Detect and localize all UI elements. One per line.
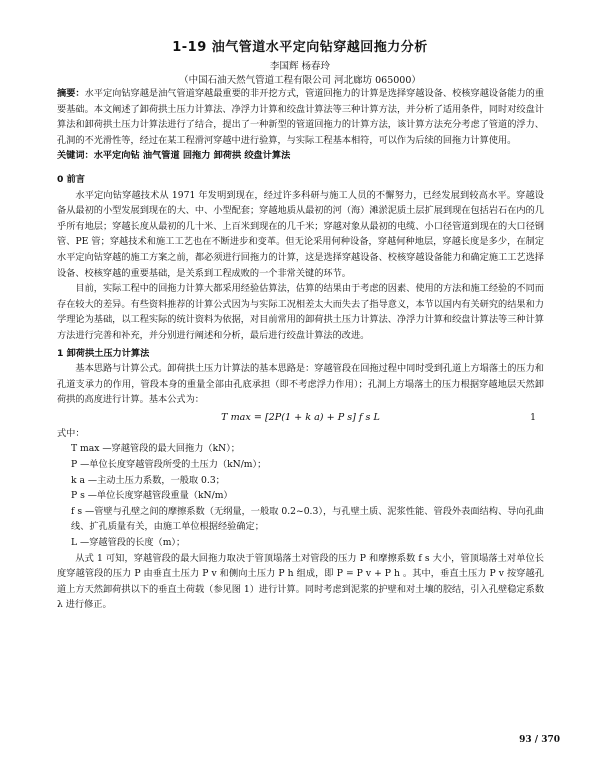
- affiliation-line: （中国石油天然气管道工程有限公司 河北廊坊 065000）: [179, 75, 421, 86]
- abstract-label: 摘要：: [57, 88, 85, 99]
- abstract-paragraph: [57, 86, 544, 148]
- definition-item: k a —主动土压力系数，一般取 0.3；: [71, 474, 225, 486]
- author-line: 李国辉 杨春玲: [269, 61, 331, 72]
- equation-number: 1: [530, 411, 536, 423]
- section-heading-method: 1 卸荷拱土压力计算法: [57, 347, 150, 359]
- method-paragraph: 基本思路与计算公式。卸荷拱土压力计算法的基本思路是：穿越管段在回拖过程中同时受到孔道上方塌落土的压力和孔道支承力的作用，管段本身的重量全部由孔底承担（即不考虑浮力作用）；孔洞上方塌落土的压力根据穿越地层天然卸荷拱的高度进行计算。基本公式为：: [57, 363, 544, 406]
- keywords-label: 关键词：: [57, 150, 94, 162]
- page-number: 93 / 370: [519, 735, 560, 745]
- intro-paragraph-1: 水平定向钻穿越技术从 1971 年发明到现在，经过许多科研与施工人员的不懈努力，已经发展到较高水平。穿越设备从最初的小型发展到现在的大、中、小型配套；穿越地质从最初的河（海）滩淤泥质土层扩展到现在包括岩石在内的几乎所有地层；穿越长度从最初的几十米、上百米到现在的几千米；穿越对象从最初的电缆、小口径管道到现在的大口径钢管、PE 管；穿越技术和施工工艺也在不断进步和变革。但无论采用何种设备，穿越何种地层，穿越长度是多少，在制定水平定向钻穿越的施工方案之前，都必须进行回拖力的计算，这是选择穿越设备、校核穿越设备能力和确定施工工艺选择设备、校核穿越的重要基础，是关系到工程成败的一个非常关键的环节。: [57, 189, 544, 279]
- definition-item: P —单位长度穿越管段所受的土压力（kN/m）；: [71, 459, 267, 471]
- main-text: [57, 86, 544, 613]
- definition-item: L —穿越管段的长度（m）；: [71, 537, 186, 549]
- equation-row: [57, 408, 544, 426]
- closing-paragraph: 从式 1 可知，穿越管段的最大回拖力取决于管顶塌落土对管段的压力 P 和摩擦系数 f s 大小，管顶塌落土对单位长度穿越管段的压力 P 由垂直土压力 P v 和侧向土压力 P h 组成，即 P = P v + P h 。其中，垂直土压力 P v 按穿越孔道上方天然卸荷拱以下的垂直土荷载（参见图 1）进行计算。同时考虑到泥浆的护壁和对土壤的胶结，引入孔壁稳定系数 λ 进行修正。: [57, 552, 544, 611]
- definition-item: P s —单位长度穿越管段重量（kN/m）: [71, 490, 233, 502]
- intro-paragraph-2: 目前，实际工程中的回拖力计算大都采用经验估算法，估算的结果由于考虑的因素、使用的方法和施工经验的不同而存在较大的差异。有些资料推荐的计算公式因为与实际工况相差太大而失去了指导意义，本节以国内有关研究的结果和力学理论为基础，以工程实际的统计资料为依据，对目前常用的卸荷拱土压力计算法、净浮力计算和绞盘计算法等三种计算方法进行完善和补充，并分别进行阐述和分析，最后进行绞盘计算法的改进。: [57, 283, 544, 341]
- keywords-text: 水平定向钻 油气管道 回拖力 卸荷拱 绞盘计算法: [93, 150, 291, 162]
- formula-intro: 式中：: [57, 427, 85, 439]
- keywords-paragraph: [57, 148, 544, 164]
- definition-item: T max —穿越管段的最大回拖力（kN）；: [71, 443, 240, 455]
- paper-title: 1-19 油气管道水平定向钻穿越回拖力分析: [172, 40, 428, 55]
- equation: T max = [2P(1 + k a) + P s] f s L: [221, 411, 380, 423]
- definition-item: f s —管壁与孔壁之间的摩擦系数（无纲量，一般取 0.2~0.3），与孔壁土质、泥浆性能、管段外表面结构、导向孔曲线、扩孔质量有关，由施工单位根据经验确定；: [71, 505, 544, 533]
- section-heading-intro: 0 前言: [57, 173, 85, 185]
- abstract-text: 水平定向钻穿越是油气管道穿越最重要的非开挖方式，管道回拖力的计算是选择穿越设备、校核穿越设备能力的重要基础。本文阐述了卸荷拱土压力计算法、净浮力计算和绞盘计算法等三种计算方法，并分析了适用条件，同时对绞盘计算法和卸荷拱土压力计算法进行了结合，提出了一种新型的管道回拖力的计算方法，该计算方法充分考虑了管道的浮力、孔洞的不光滑性等，经过在某工程滑河穿越中进行验算，与实际工程基本相符，可以作为后续的回拖力计算使用。: [57, 88, 545, 146]
